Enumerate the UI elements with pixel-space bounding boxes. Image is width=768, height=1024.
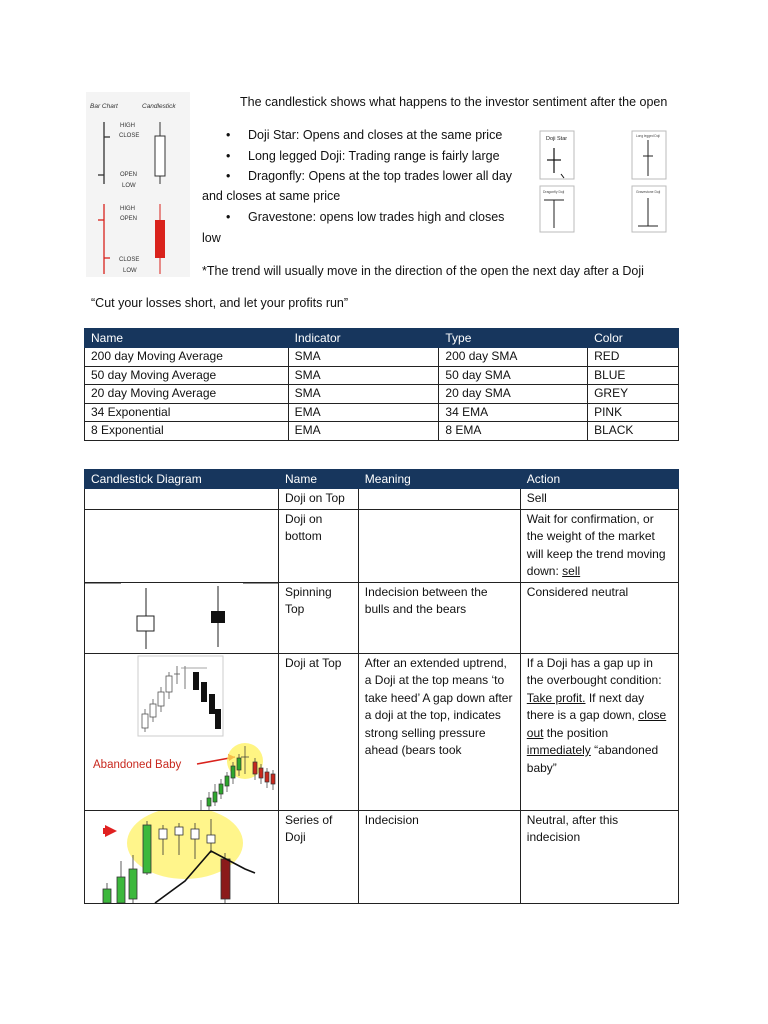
table-header-row bbox=[85, 470, 679, 489]
doji-star-label: Doji Star bbox=[546, 136, 568, 142]
gravestone-label: Gravestone Doji bbox=[636, 190, 661, 194]
svg-text:LOW: LOW bbox=[123, 268, 137, 274]
column-header: Candlestick Diagram bbox=[85, 470, 279, 489]
table-row: 34 Exponential EMA 34 EMA PINK bbox=[85, 403, 679, 422]
hollow-spinning-top bbox=[137, 616, 154, 631]
table-row: 50 day Moving Average SMA 50 day SMA BLUE bbox=[85, 366, 679, 385]
column-header: Action bbox=[520, 470, 678, 489]
table-row: Spinning Top Indecision between the bulls and the bears Considered neutral bbox=[85, 582, 679, 653]
bar-vs-candlestick-figure bbox=[86, 92, 190, 277]
filled-spinning-top bbox=[211, 611, 225, 623]
table-row: 20 day Moving Average SMA 20 day SMA GREY bbox=[85, 385, 679, 404]
bearish-candle bbox=[155, 220, 165, 258]
column-header: Color bbox=[588, 329, 679, 348]
svg-text:LOW: LOW bbox=[122, 183, 136, 189]
series-of-doji-diagram bbox=[85, 810, 279, 903]
svg-text:CLOSE: CLOSE bbox=[119, 257, 140, 263]
table-row: 200 day Moving Average SMA 200 day SMA RED bbox=[85, 348, 679, 367]
gravestone-continuation: low bbox=[202, 231, 221, 245]
svg-text:CLOSE: CLOSE bbox=[119, 133, 140, 139]
svg-text:HIGH: HIGH bbox=[120, 123, 135, 129]
trend-note: *The trend will usually move in the direction of the open the next day after a Doji bbox=[202, 264, 644, 278]
list-item: • Doji Star: Opens and closes at the same price bbox=[202, 125, 532, 146]
column-header: Name bbox=[279, 470, 359, 489]
list-item: • Gravestone: opens low trades high and closes bbox=[202, 207, 532, 228]
svg-text:OPEN: OPEN bbox=[120, 172, 138, 178]
long-legged-label: Long legged Doji bbox=[636, 134, 660, 138]
abandoned-baby-label: Abandoned Baby bbox=[93, 758, 182, 771]
doji-at-top-diagram bbox=[85, 653, 279, 810]
moving-average-table bbox=[84, 328, 679, 441]
column-header: Name bbox=[85, 329, 289, 348]
doji-types-figure bbox=[538, 126, 680, 234]
bullish-candle bbox=[155, 136, 165, 176]
table-header-row bbox=[85, 329, 679, 348]
bar-chart-label: Bar Chart bbox=[90, 103, 118, 110]
candlestick-label: Candlestick bbox=[142, 103, 176, 110]
quote: “Cut your losses short, and let your profits run” bbox=[91, 296, 349, 310]
table-row: Doji on bottom Wait for confirmation, or the weight of the market will keep the trend moving down: sell bbox=[85, 509, 679, 582]
column-header: Meaning bbox=[358, 470, 520, 489]
list-item: • Dragonfly: Opens at the top trades lower all day bbox=[202, 166, 532, 187]
dragonfly-label: Dragonfly Doji bbox=[543, 190, 565, 194]
svg-text:OPEN: OPEN bbox=[120, 216, 138, 222]
table-row: 8 Exponential EMA 8 EMA BLACK bbox=[85, 422, 679, 441]
column-header: Type bbox=[439, 329, 588, 348]
table-row: Series of Doji Indecision Neutral, after this indecision bbox=[85, 810, 679, 903]
list-item: • Long legged Doji: Trading range is fairly large bbox=[202, 146, 532, 167]
doji-types-list bbox=[202, 125, 532, 187]
svg-text:HIGH: HIGH bbox=[120, 206, 135, 212]
dragonfly-continuation: and closes at same price bbox=[202, 189, 341, 203]
intro-heading: The candlestick shows what happens to the investor sentiment after the open bbox=[240, 95, 668, 109]
spinning-top-diagram bbox=[85, 582, 279, 653]
candlestick-pattern-table bbox=[84, 469, 679, 904]
table-row: Doji on Top Sell bbox=[85, 489, 679, 510]
column-header: Indicator bbox=[288, 329, 439, 348]
table-row: Abandoned Baby Doji at Top After an extended uptrend, a Doji at the top means ‘to take heed’ A gap down after a doji at the top, indicates strong selling pressure ahead (bears took If a Doji has a gap up in the overbought condition: Take profit. If next day there is a gap down, close out the position immediately “abandoned baby” bbox=[85, 653, 679, 810]
doji-types-list-continued bbox=[202, 207, 532, 228]
